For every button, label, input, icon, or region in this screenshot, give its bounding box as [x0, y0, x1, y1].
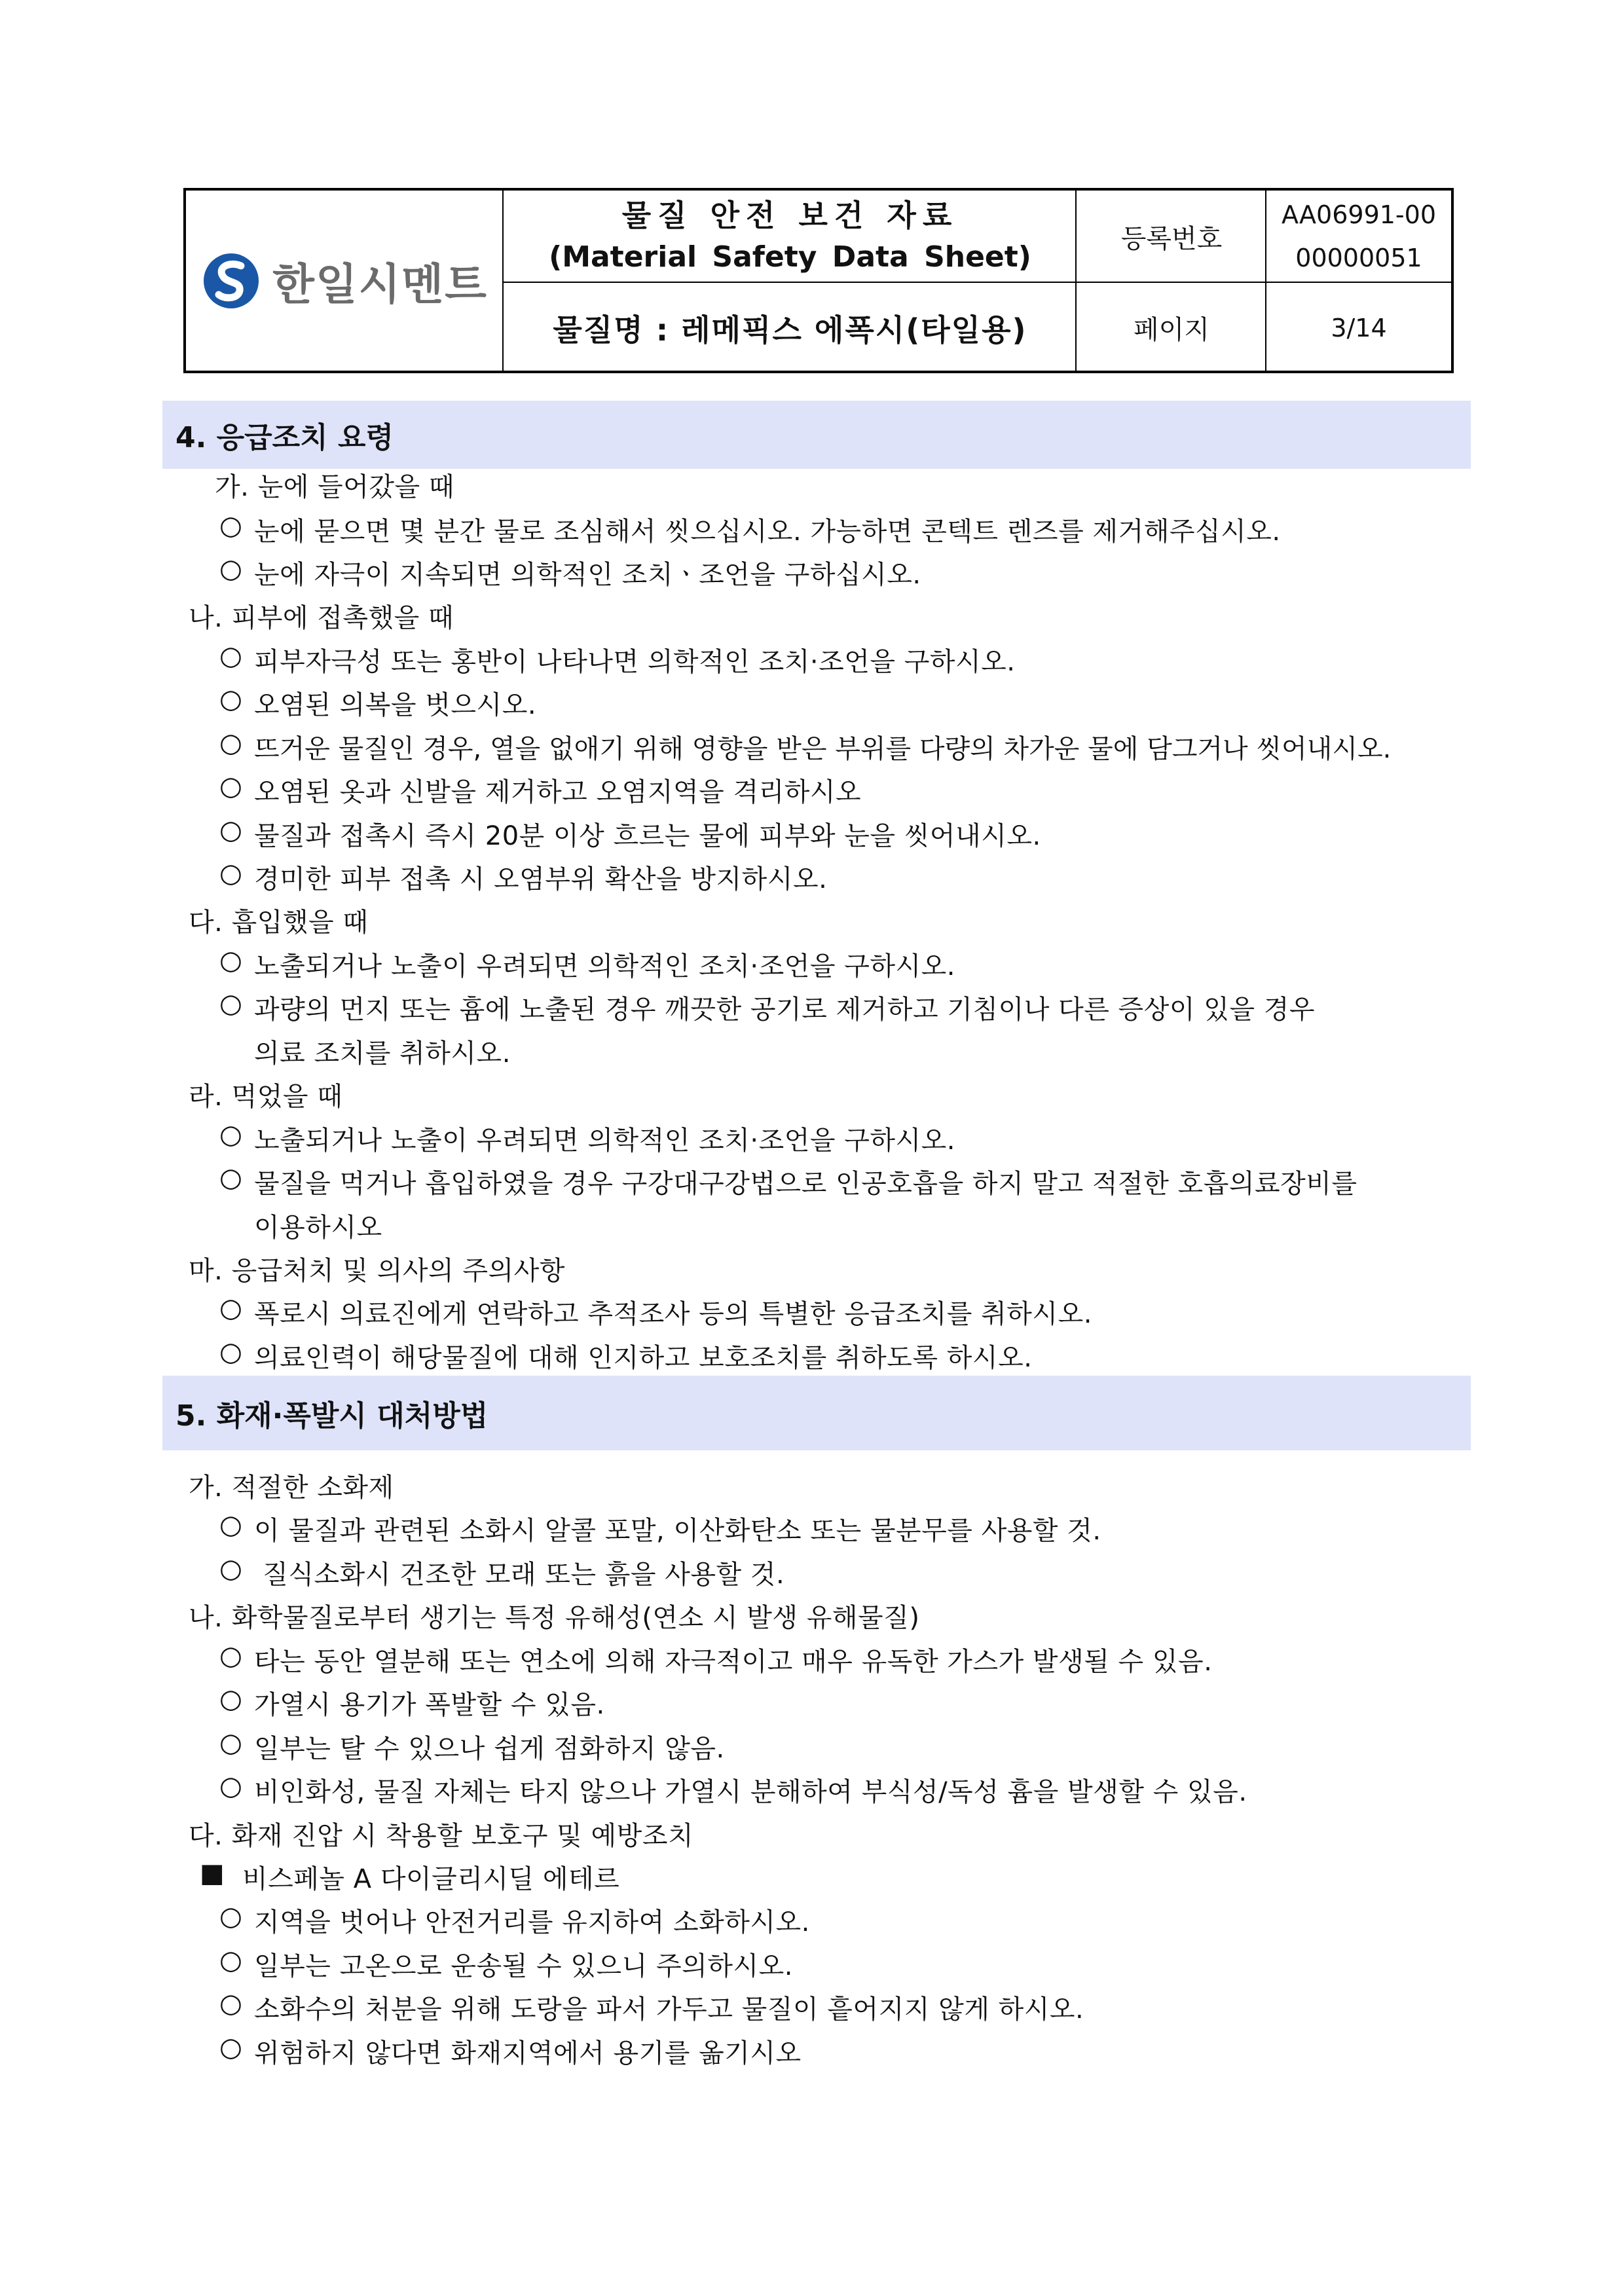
bullet-icon: ○: [219, 1771, 243, 1801]
bullet-icon: ○: [219, 728, 243, 758]
list-item: 지역을 벗어나 안전거리를 유지하여 소화하시오.: [254, 1907, 810, 1937]
bullet-icon: ○: [219, 554, 243, 584]
list-item: 질식소화시 건조한 모래 또는 흙을 사용할 것.: [254, 1560, 785, 1590]
subsection-title: 라. 먹었을 때: [189, 1082, 343, 1112]
bullet-icon: ○: [219, 1293, 243, 1323]
subsection-title: 나. 화학물질로부터 생기는 특정 유해성(연소 시 발생 유해물질): [189, 1603, 920, 1633]
substance-name: 비스페놀 A 다이글리시딜 에테르: [242, 1864, 620, 1894]
bullet-icon: ○: [219, 1684, 243, 1714]
list-item: 폭로시 의료진에게 연락하고 추적조사 등의 특별한 응급조치를 취하시오.: [254, 1299, 1092, 1329]
bullet-icon: ○: [219, 1510, 243, 1540]
bullet-icon: ○: [219, 1989, 243, 2019]
list-item-continuation: 의료 조치를 취하시오.: [254, 1038, 511, 1069]
bullet-icon: ○: [219, 771, 243, 801]
company-logo-icon: [202, 251, 261, 310]
list-item: 뜨거운 물질인 경우, 열을 없애기 위해 영향을 받은 부위를 다량의 차가운 물에 담그거나 씻어내시오.: [254, 734, 1392, 764]
bullet-icon: ○: [219, 1901, 243, 1932]
registration-number: [1266, 191, 1451, 282]
title-english: (Material Safety Data Sheet): [549, 240, 1031, 274]
material-name: 물질명 : 레메픽스 에폭시(타일용): [553, 312, 1027, 348]
list-item: 의료인력이 해당물질에 대해 인지하고 보호조치를 취하도록 하시오.: [254, 1343, 1033, 1373]
bullet-icon: ○: [219, 858, 243, 889]
subsection-title: 마. 응급처치 및 의사의 주의사항: [189, 1256, 565, 1286]
list-item: 오염된 옷과 신발을 제거하고 오염지역을 격리하시오: [254, 777, 862, 807]
list-item: 피부자극성 또는 홍반이 나타나면 의학적인 조치·조언을 구하시오.: [254, 647, 1016, 677]
list-item: 물질과 접촉시 즉시 20분 이상 흐르는 물에 피부와 눈을 씻어내시오.: [254, 821, 1041, 851]
list-item: 눈에 자극이 지속되면 의학적인 조치ㆍ조언을 구하십시오.: [254, 560, 921, 590]
square-bullet-icon: ■: [200, 1858, 225, 1888]
list-item: 일부는 탈 수 있으나 쉽게 점화하지 않음.: [254, 1734, 725, 1764]
section-4-header: 4. 응급조치 요령: [162, 401, 1471, 469]
msds-header-table: [183, 188, 1454, 373]
list-item-continuation: 이용하시오: [254, 1213, 382, 1243]
bullet-icon: ○: [219, 989, 243, 1019]
bullet-icon: ○: [219, 815, 243, 845]
list-item: 소화수의 처분을 위해 도랑을 파서 가두고 물질이 흩어지지 않게 하시오.: [254, 1994, 1084, 2025]
registration-label: 등록번호: [1120, 223, 1223, 254]
list-item: 일부는 고온으로 운송될 수 있으니 주의하시오.: [254, 1951, 793, 1981]
registration-number-line1: AA06991-00: [1282, 200, 1436, 229]
list-item: 눈에 묻으면 몇 분간 물로 조심해서 씻으십시오. 가능하면 콘텍트 렌즈를 제거해주십시오.: [254, 517, 1281, 547]
bullet-icon: ○: [219, 684, 243, 714]
bullet-icon: ○: [219, 1120, 243, 1150]
subsection-title: 나. 피부에 접촉했을 때: [189, 603, 454, 633]
registration-number-line2: 00000051: [1295, 244, 1422, 272]
section-5-header: 5. 화재·폭발시 대처방법: [162, 1376, 1471, 1450]
bullet-icon: ○: [219, 1641, 243, 1671]
bullet-icon: ○: [219, 1337, 243, 1367]
subsection-title: 다. 흡입했을 때: [189, 908, 369, 938]
bullet-icon: ○: [219, 1728, 243, 1758]
bullet-icon: ○: [219, 641, 243, 671]
list-item: 노출되거나 노출이 우려되면 의학적인 조치·조언을 구하시오.: [254, 951, 956, 982]
title-korean: 물질 안전 보건 자료: [621, 198, 959, 233]
list-item: 노출되거나 노출이 우려되면 의학적인 조치·조언을 구하시오.: [254, 1126, 956, 1156]
bullet-icon: ○: [219, 511, 243, 541]
list-item: 위험하지 않다면 화재지역에서 용기를 옮기시오: [254, 2038, 802, 2068]
subsection-title: 가. 적절한 소화제: [189, 1473, 394, 1503]
list-item: 이 물질과 관련된 소화시 알콜 포말, 이산화탄소 또는 물분무를 사용할 것.: [254, 1516, 1101, 1546]
subsection-title: 가. 눈에 들어갔을 때: [215, 472, 454, 502]
page-label: 페이지: [1134, 315, 1209, 345]
list-item: 비인화성, 물질 자체는 타지 않으나 가열시 분해하여 부식성/독성 흄을 발생할 수 있음.: [254, 1777, 1247, 1807]
list-item: 경미한 피부 접촉 시 오염부위 확산을 방지하시오.: [254, 864, 828, 894]
bullet-icon: ○: [219, 1163, 243, 1193]
bullet-icon: ○: [219, 1554, 243, 1584]
bullet-icon: ○: [219, 2032, 243, 2063]
page-number: 3/14: [1331, 313, 1387, 342]
document-title: [504, 191, 1077, 282]
subsection-title: 다. 화재 진압 시 착용할 보호구 및 예방조치: [189, 1821, 694, 1851]
bullet-icon: ○: [219, 1945, 243, 1975]
list-item: 타는 동안 열분해 또는 연소에 의해 자극적이고 매우 유독한 가스가 발생될 수 있음.: [254, 1647, 1213, 1677]
list-item: 물질을 먹거나 흡입하였을 경우 구강대구강법으로 인공호흡을 하지 말고 적절한 호흡의료장비를: [254, 1169, 1357, 1199]
list-item: 오염된 의복을 벗으시오.: [254, 690, 537, 720]
company-name: 한일시멘트: [272, 259, 488, 310]
bullet-icon: ○: [219, 946, 243, 976]
company-logo: [186, 191, 504, 371]
list-item: 가열시 용기가 폭발할 수 있음.: [254, 1690, 605, 1720]
list-item: 과량의 먼지 또는 흄에 노출된 경우 깨끗한 공기로 제거하고 기침이나 다른 증상이 있을 경우: [254, 995, 1315, 1025]
